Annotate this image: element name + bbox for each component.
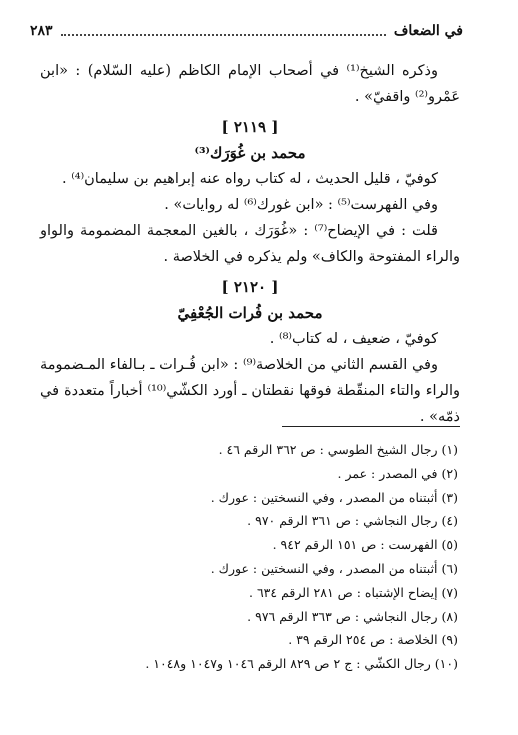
footnote: (١٠) رجال الكشّي : ج ٢ ص ٨٢٩ الرقم ١٠٤٦ و١٠٤٧ و١٠٤٨ .	[145, 656, 458, 672]
entry-2119-paragraph-2: وفي الفهرست⁽⁵⁾ : «ابن غورك⁽⁶⁾ له روايات» .	[164, 197, 438, 213]
footnote: (٩) الخلاصة : ص ٢٥٤ الرقم ٣٩ .	[288, 632, 458, 648]
footnote: (٤) رجال النجاشي : ص ٣٦١ الرقم ٩٧٠ .	[247, 513, 458, 529]
main-text	[40, 58, 460, 430]
entry-heading-2120: محمد بن فُرات الجُعْفِيّ	[177, 304, 323, 322]
paragraph-continuation: وذكره الشيخ⁽¹⁾ في أصحاب الإمام الكاظم (عليه السّلام) : «ابن عَمْرو⁽²⁾ واقفيّ» .	[40, 63, 460, 105]
entry-2119-paragraph-1: كوفيّ ، قليل الحديث ، له كتاب رواه عنه إبراهيم بن سليمان⁽⁴⁾ .	[61, 171, 438, 187]
entry-2119-paragraph-3: قلت : في الإيضاح⁽⁷⁾ : «غُوَرَك ، بالغين المعجمة المضمومة والواو والراء المفتوحة والكاف» ولم يذكره في الخلاصة .	[40, 223, 460, 265]
running-title: في الضعاف	[393, 23, 463, 39]
running-header	[30, 20, 463, 42]
footnote: (٢) في المصدر : عمر .	[337, 465, 458, 481]
footnote-separator	[282, 426, 460, 427]
footnote: (٦) أثبتناه من المصدر ، وفي النسختين : عورك .	[210, 560, 458, 576]
header-dot-leader	[61, 26, 386, 36]
footnote: (١) رجال الشيخ الطوسي : ص ٣٦٢ الرقم ٤٦ .	[218, 442, 458, 457]
footnote: (٣) أثبتناه من المصدر ، وفي النسختين : عورك .	[210, 489, 458, 505]
page-number: ٢٨٣	[30, 23, 53, 39]
footnote: (٥) الفهرست : ص ١٥١ الرقم ٩٤٢ .	[272, 537, 458, 553]
entry-heading-2119: محمد بن غُوَرَك⁽³⁾	[194, 144, 306, 162]
entry-2120-paragraph-2: وفي القسم الثاني من الخلاصة⁽⁹⁾ : «ابن فُـرات ـ بـالفاء المـضمومة والراء والتاء المنقّطة فوقها نقطتان ـ أورد الكشّي⁽¹⁰⁾ أخباراً متعددة في ذمّه» .	[40, 357, 460, 425]
footnote: (٨) رجال النجاشي : ص ٣٦٣ الرقم ٩٧٦ .	[247, 608, 458, 624]
footnote: (٧) إيضاح الإشتباه : ص ٢٨١ الرقم ٦٣٤ .	[248, 584, 458, 600]
entry-number-2120: [ ٢١٢٠ ]	[221, 278, 279, 296]
entry-2120-paragraph-1: كوفيّ ، ضعيف ، له كتاب⁽⁸⁾ .	[269, 331, 438, 347]
entry-number-2119: [ ٢١١٩ ]	[221, 118, 279, 136]
footnotes	[40, 438, 458, 676]
